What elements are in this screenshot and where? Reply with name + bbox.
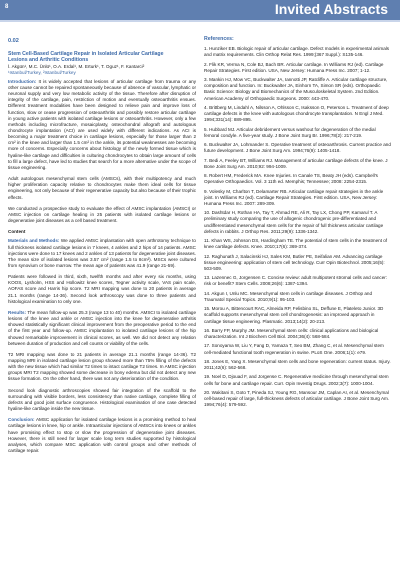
reference-item: 11. Khan WS, Johnson DS, Hardingham TE. The potential of stem cells in the treatment of knee cartilage defects. Knee. 2010;17(6): 369-374. [204, 238, 388, 250]
followup-paragraph: Patients were followed in third, sixth, twelfth months and after every six months, using KOOS, Lysholm, HSS and Hollowitz knee scores, Tegner activity scale, VAS pain scale, AOFAS score and Harris hip score. T2 MRI mapping was done to 20 patients in average 21.1 months (range 14-36). Second look arthroscopy was done to three patients and histological examination to only one. [8, 274, 196, 304]
reference-item: 6. Buckwalter JA, Lohmander S. Operative treatment of osteoarthrosis. Current practice and future development. J Bone Joint Surg Am. 1994;76(9): 1405-1418. [204, 142, 391, 154]
methods-text: We applied AMSC implantation with open arthrotomy technique to full thickness isolated cartilage lesions in 7 knees, 4 ankles and 2 hips of 14 patients. AMSC injections were done to 17 knees and 2 ankles of 13 patients for degenerative joint diseases. The mean size of isolated lesions was 3.57 cm² (range 1.5 to 8cm²). MSCs were cultured from synovium or bone marrow. The mean age of patients was 41.9 (range 21-59). [8, 238, 196, 268]
abstract-affiliation: ¹Istanbul/Turkey, ²Istanbul/Turkey [8, 69, 76, 75]
introduction-paragraph [8, 79, 196, 171]
conclusion-paragraph [8, 417, 196, 454]
results-text: The mean follow-up was 25.3 (range 13 to 40) months. AMSCI to isolated cartilage lesions of the knee and ankle or AMSC injection into the knee for degenerative arthritis showed statistically significant clinical improvement from the preoperative period to the end of the first year and follow-up. AMSC implantation to isolated cartilage lesions of the hip showed remarkable improvement in clinical scores, as well. We did not detect any relation between duration of production and cell counts or viability of the cells. [8, 309, 196, 346]
abstract-column [8, 36, 196, 459]
reference-item: 16. Barry FP, Murphy JM. Mesenchymal stem cells: clinical applications and biological characterization. Int J Biochem Cell Biol. 2004;36(4): 568-584. [204, 327, 379, 340]
reference-item: 15. Morou A, Bittencourt RAC, Almeida RP, Felisbino SL, Deffune E, Plateleto Junior. 3D scaffold supports mesenchymal stem cell chondrogenesis: an improved approach in cartilage tissue engineering. Plasmatic. 2013;14(2): 20-213. [204, 306, 384, 324]
methods-paragraph [8, 238, 196, 269]
msc-paragraph: Adult autologous mesenchymal stem cells (AMSCs), with their multipotency and much higher proliferation capacity relative to chondrocytes make them ideal cells for tissue engineering, not only because of their regenerative capacity but also because of their trophic effects. [8, 176, 196, 200]
reference-item: 3. Mankin HJ, Mow VC, Buckwalter JA, Iannotti JP, Ratcliffe A. Articular cartilage structure, composition and function. In: Buckwalter JA, Einhorn TA, Simon SR (eds). Orthopaedic Basic Science: Biology and Biomechanics of the Musculoskeletal System. 2nd Edition. American Academy of Orthopaedic Surgeons. 2000: 443-470. [204, 77, 388, 101]
reference-item: 10. Dashtdar H, Rothan HA, Tay T, Ahmad RE, Ali R, Tay LX, Chong PP, Kamarul T. A preliminary study comparing the use of allogenic chondrogenic pre-differentiated and undifferentiated mesenchymal stem cells for the repair of full thickness articular cartilage defects in rabbits. J Orthop Res. 2011;29(9): 1336-1342. [204, 210, 384, 234]
conclusion-text: AMSC application for isolated cartilage lesions is a promising method to heal cartilage lesions in knee, hip or ankle. Intraarticular injections of AMSCs into knees or ankles have promising effect to stop or slow the progression of degenerative joint diseases. However, there is still need for larger scale long term studies supported by histological analyses, which compare MSC application with control groups and other methods of cartilage repair. [8, 417, 196, 454]
reference-item: 14. Akgun I, Unlu MC. Mesenchymal stem cells in cartilage diseases. J Orthop and Traumatol Special Topics. 2010;9(1): 95-103. [204, 290, 373, 302]
arthroscopy-paragraph: Second look diagnostic arthroscopies showed fair integration of the scaffold to the surrounding with visible borders, less consistency than native cartilage, complete filling of defects and good joint surface congruence. Histological examination of one case detected hyaline-like cartilage inside the new tissue. [8, 387, 196, 412]
introduction-label: Introduction: [8, 78, 37, 84]
reference-item: 2. Flik KR, Verma N, Cole BJ, Bach BR. Articular cartilage. In Williams RJ (ed). Cartilage Repair Strategies. First edition. USA, New Jersey: Humana Press Inc. 2007; 1-12. [204, 61, 384, 73]
results-paragraph [8, 310, 196, 347]
abstract-code: 0.02 [8, 38, 19, 44]
reference-item: 20. Wakitani S, Goto T, Pineda SJ, Young RG, Mansour JM, Caplan AI, et al. Mesenchymal cell-based repair of large, full-thickness defects of articular cartilage. J Bone Joint Surg Am. 1994;76(4): 579-592. [204, 389, 390, 408]
section-title: Invited Abstracts [274, 1, 388, 17]
introduction-text: It is widely accepted that lesions of articular cartilage from trauma or any other cause cannot be repaired spontaneously because of absence of vascular, lymphatic or neuronal supply and very low metabolic activity of the tissue. Therefore after disruption of integrity of the cartilage, pain, restriction of motion and eventually osteoarthritis ensues. Different treatment modalities have been designed to relieve pain and improve loss of function, slow or cease progression of osteoarthritis and possibly restore articular cartilage in young active patients with isolated cartilage lesions or osteoarthritis. However, only a few methods including microfracture, mosaicplasty, osteochondral allograft and autologous chondrocyte implantation (ACI) are used widely with different indications. As ACI is becoming a major treatment choice in cartilage lesions, especially for those larger than 2 cm² in the knee and larger than 1.5 cm² in the ankle, its potential weaknesses are becoming more of concerns. Especially concerns about histology of the newly formed tissue which is hyaline-like cartilage and difficulties in culturing chondrocytes to obtain large amount of cells to fill a large defect, have led to studies that search for a more alternative under the scope of tissue engineering. [8, 78, 196, 170]
header-rule [0, 20, 400, 22]
page-number: 8 [5, 4, 9, 10]
page-header [0, 0, 400, 20]
abstract-title-line: Stem Cell-Based Cartilage Repair in Isolated Articular Cartilage [8, 51, 164, 58]
t2-paragraph: T2 MRI mapping was done to 21 patients in average 21.1 months (range 14-36). T2 mapping MRI in isolated cartilage lesion group showed more than 75% filling of the defects with the new tissue which had similar T2 times to intact cartilage T2 times. In AMSC injection groups MRI T2 mapping showed some decrease in bony edema but did not detect any new tissue formation. On the other hand, there was not any deterioration of the condition. [8, 351, 196, 382]
aim-paragraph: We conducted a prospective study to evaluate the effect of AMSC implantation (AMSCI) or AMSC injection on cartilage healing in 25 patients with isolated cartilage lesions or degenerative joint diseases as a cell based treatment. [8, 205, 196, 224]
reference-item: 1. Hunziker EB. Biologic repair of articular cartilage. Defect models in experimental animals and matrix requirements. Clin Orthop Relat Res. 1999;(367 Suppl.): S135-146. [204, 46, 390, 58]
methods-label: Materials and Methods: [8, 238, 60, 244]
reference-item: 5. Hubbard MJ. Articular debridement versus washout for degeneration of the medial femoral condyle. A five-year study. J Bone Joint Surg Br. 1996;78(2): 217-219. [204, 126, 376, 138]
references-list [204, 46, 392, 408]
reference-item: 13. Lazennec G, Jorgensen C. Concise review: adult multipotent stromal cells and cancer: risk or benefit? Stem Cells. 2008;26(6): 1387-1394. [204, 275, 388, 287]
reference-item: 7. Bedi A, Feeley BT, Williams RJ. Management of articular cartilage defects of the knee. J Bone Joint Surg Am. 2010;92: 994-1009. [204, 157, 388, 169]
reference-item: 12. Raghunath J, Salacinski HJ, Sales KM, Butler PE, Seifalian AM. Advancing cartilage tissue engineering: application of stem cell technology. Curr Opin Biotechnol. 2005;16(5): 503-509. [204, 253, 385, 271]
reference-item: 8. Robert HM, Frederick MA. Knee Injuries. In Canale TS, Beaty JH (eds). Campbell's Operative Orthopaedics. Vol. 3 11th ed. Memphis; Tennessee; 2008: 2254-2315. [204, 173, 378, 185]
abstract-authors: İ. Akgün¹, M.C. Ünlü¹, O.A. Erdal¹, M. Erturk¹, T. Oguz¹, F. Kantarci² [8, 63, 145, 69]
reference-item: 17. Sonoyama W, Liu Y, Fang D, Yamaza T, Seo BM, Zhang C, et al. Mesenchymal stem cell-mediated functional tooth regeneration in swine. PLoS One. 2006;1(1): e79. [204, 343, 384, 355]
reference-item: 9. Volesky M, Charlton T, Delamarter RB. Articular cartilage repair strategies in the ankle joint. In Williams RJ (ed). Cartilage Repair Strategies. First edition. USA, New Jersey: Humana Press Inc. 2007: 289-309. [204, 188, 384, 206]
content-heading: Content [8, 229, 26, 235]
abstract-title-line: Lesions and Arthritic Conditions [8, 57, 89, 64]
reference-item: 4. Brittberg M, Lindahl A, Nilsson A, Ohlsson C, Isaksson O, Peterson L. Treatment of deep cartilage defects in the knee with autologous chondrocyte transplantation. N Engl J Med. 1994;331(14): 889-895. [204, 104, 389, 123]
references-heading: References: [204, 36, 234, 42]
conclusion-label: Conclusion: [8, 417, 35, 423]
reference-item: 18. Jones E, Yang X. Mesenchymal stem cells and bone regeneration: current status. Injury. 2011;42(6): 562-568. [204, 358, 391, 371]
results-label: Results: [8, 309, 27, 315]
references-column [204, 36, 392, 412]
abstract-title [8, 51, 196, 63]
reference-item: 19. Noel D, Djouad F, and Jorgense C. Regenerative medicine through mesenchymal stem cells for bone and cartilage repair. Curr. Opin Investig Drugs. 2002;3(7): 1000-1004. [204, 374, 389, 386]
